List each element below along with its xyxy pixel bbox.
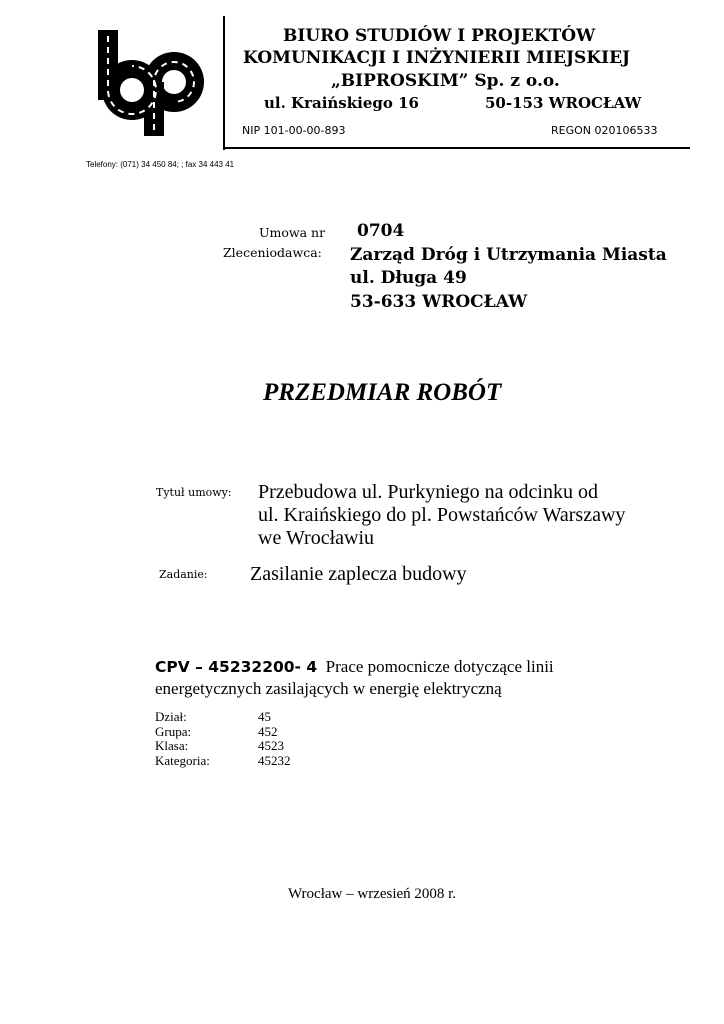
contract-title-line: Przebudowa ul. Purkyniego na odcinku od bbox=[258, 481, 598, 503]
classification-value: 4523 bbox=[258, 738, 284, 753]
company-name-line2: KOMUNIKACJI I INŻYNIERII MIEJSKIEJ bbox=[243, 48, 631, 68]
client-city: 53-633 WROCŁAW bbox=[350, 292, 528, 312]
classification-values bbox=[258, 710, 291, 768]
company-logo-icon bbox=[96, 30, 206, 138]
client-label: Zleceniodawca: bbox=[223, 245, 322, 260]
company-name-line1: BIURO STUDIÓW I PROJEKTÓW bbox=[283, 26, 596, 46]
client-street: ul. Długa 49 bbox=[350, 268, 467, 288]
client-name: Zarząd Dróg i Utrzymania Miasta bbox=[350, 245, 667, 265]
cpv-block bbox=[155, 656, 554, 699]
company-regon: REGON 020106533 bbox=[551, 124, 658, 137]
cpv-description-part2: energetycznych zasilających w energię elektryczną bbox=[155, 679, 502, 698]
contract-title-line: we Wrocławiu bbox=[258, 527, 375, 549]
classification-label: Grupa: bbox=[155, 723, 192, 739]
task-value: Zasilanie zaplecza budowy bbox=[250, 563, 467, 585]
task-label: Zadanie: bbox=[159, 568, 208, 581]
classification-value: 452 bbox=[258, 723, 278, 739]
classification-label: Dział: bbox=[155, 709, 187, 724]
classification-value: 45 bbox=[258, 709, 271, 724]
contract-number-value: 0704 bbox=[357, 221, 405, 241]
company-street: ul. Kraińskiego 16 bbox=[264, 94, 419, 112]
company-name-line3: „BIPROSKIM” Sp. z o.o. bbox=[331, 71, 560, 91]
header-horizontal-divider bbox=[223, 147, 690, 149]
place-and-date: Wrocław – wrzesień 2008 r. bbox=[288, 886, 457, 902]
company-city: 50-153 WROCŁAW bbox=[485, 94, 642, 112]
contract-title-line: ul. Kraińskiego do pl. Powstańców Warszawy bbox=[258, 504, 626, 526]
classification-label: Kategoria: bbox=[155, 752, 210, 768]
cpv-code: CPV – 45232200- 4 bbox=[155, 658, 318, 676]
classification-label: Klasa: bbox=[155, 738, 189, 753]
classification-value: 45232 bbox=[258, 752, 291, 768]
contract-number-label: Umowa nr bbox=[259, 225, 326, 240]
header-vertical-divider bbox=[223, 16, 225, 150]
contract-title bbox=[258, 481, 625, 550]
company-phones: Telefony: (071) 34 450 84; ; fax 34 443 41 bbox=[86, 160, 235, 169]
cpv-description-part1: Prace pomocnicze dotyczące linii bbox=[325, 657, 554, 676]
company-nip: NIP 101-00-00-893 bbox=[242, 124, 346, 137]
classification-labels bbox=[155, 710, 210, 768]
contract-title-label: Tytuł umowy: bbox=[156, 486, 232, 499]
document-title: PRZEDMIAR ROBÓT bbox=[263, 379, 502, 406]
